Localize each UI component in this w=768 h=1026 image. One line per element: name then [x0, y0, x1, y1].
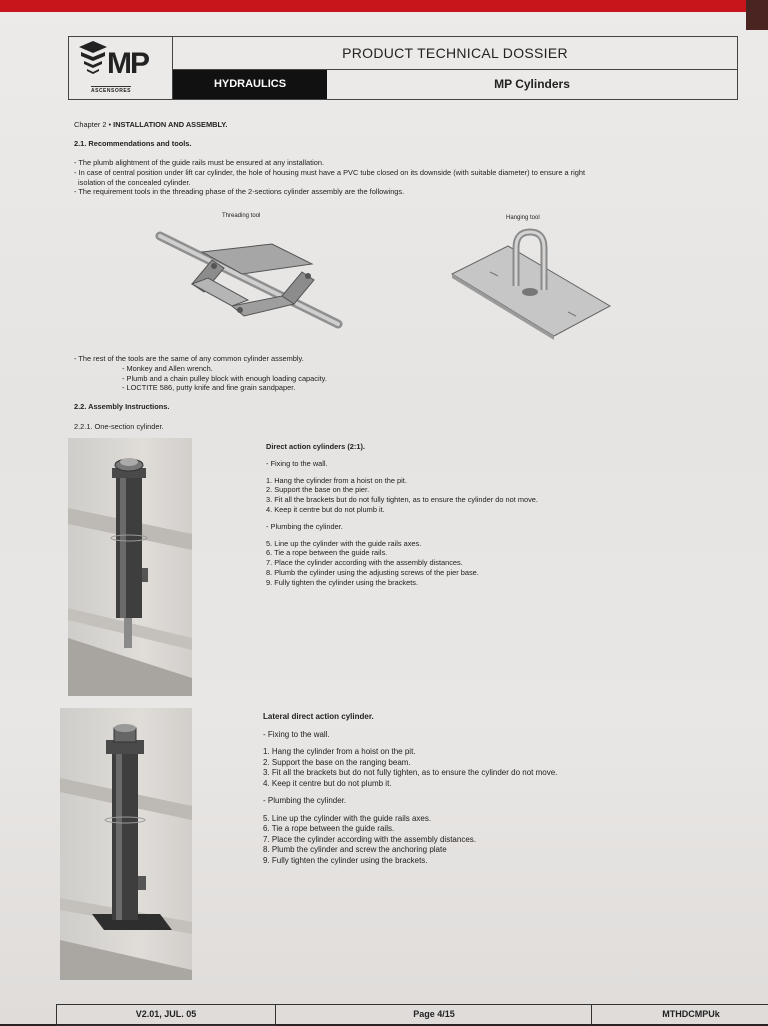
page-footer — [56, 1004, 768, 1025]
fixing-label: - Fixing to the wall. — [263, 729, 330, 739]
hanging-tool-caption: Hanging tool — [506, 215, 540, 221]
chapter-prefix: Chapter 2 • — [74, 120, 114, 129]
subsection-heading-2-2-1: 2.2.1. One-section cylinder. — [74, 422, 164, 431]
step-item: 5. Line up the cylinder with the guide rails axes. — [263, 813, 432, 823]
threading-tool-figure — [152, 224, 344, 334]
chapter-heading — [74, 120, 227, 130]
section-heading-2-2: 2.2. Assembly Instructions. — [74, 402, 170, 411]
footer-document-code: MTHDCMPUk — [662, 1009, 720, 1019]
step-item: 1. Hang the cylinder from a hoist on the pit. — [266, 475, 407, 485]
chapter-title: INSTALLATION AND ASSEMBLY. — [113, 120, 228, 129]
step-item: 2. Support the base on the pier. — [266, 485, 370, 495]
footer-divider — [591, 1005, 592, 1025]
step-item: 4. Keep it centre but do not plumb it. — [263, 778, 392, 788]
logo — [69, 37, 173, 99]
header-box — [68, 36, 738, 100]
logo-icon — [79, 41, 107, 75]
section-heading-2-1: 2.1. Recommendations and tools. — [74, 139, 192, 148]
product-label: MP Cylinders — [494, 77, 570, 91]
step-item: 8. Plumb the cylinder and screw the anchoring plate — [263, 845, 447, 854]
hanging-tool-figure — [450, 228, 614, 340]
fixing-label: - Fixing to the wall. — [266, 458, 328, 468]
background-strip — [0, 0, 768, 12]
step-item: 5. Line up the cylinder with the guide rails axes. — [266, 538, 422, 548]
step-item: 9. Fully tighten the cylinder using the brackets. — [266, 577, 418, 587]
other-tools-intro: - The rest of the tools are the same of any common cylinder assembly. — [74, 354, 304, 363]
plumbing-label: - Plumbing the cylinder. — [266, 521, 343, 531]
step-item: 9. Fully tighten the cylinder using the brackets. — [263, 855, 428, 865]
footer-page-number: Page 4/15 — [413, 1009, 455, 1019]
tool-item: - Monkey and Allen wrench. — [122, 363, 213, 373]
lateral-cylinder-image — [60, 708, 192, 980]
step-item: 3. Fit all the brackets but do not fully tighten, as to ensure the cylinder do not move. — [266, 495, 538, 505]
recommendation-line: - The requirement tools in the threading phase of the 2-sections cylinder assembly are the followings. — [74, 187, 405, 197]
tool-item: - Plumb and a chain pulley block with enough loading capacity. — [122, 373, 327, 383]
plumbing-label: - Plumbing the cylinder. — [263, 796, 347, 805]
recommendations-text — [74, 158, 585, 197]
step-item: 1. Hang the cylinder from a hoist on the pit. — [263, 747, 416, 756]
recommendation-line: isolation of the concealed cylinder. — [78, 177, 191, 187]
step-item: 6. Tie a rope between the guide rails. — [266, 548, 388, 558]
direct-action-instructions — [266, 442, 538, 588]
step-item: 8. Plumb the cylinder using the adjusting screws of the pier base. — [266, 567, 479, 577]
logo-subtitle: ASCENSORES — [91, 88, 132, 94]
threading-tool-caption: Threading tool — [222, 213, 261, 219]
step-item: 6. Tie a rope between the guide rails. — [263, 824, 395, 833]
cylinder-illustration — [60, 708, 192, 980]
direct-cylinder-image — [68, 438, 192, 696]
step-item: 7. Place the cylinder according with the assembly distances. — [266, 558, 463, 568]
lateral-action-instructions — [263, 712, 557, 866]
page-title: PRODUCT TECHNICAL DOSSIER — [173, 37, 737, 70]
step-item: 7. Place the cylinder according with the assembly distances. — [263, 834, 476, 844]
step-item: 3. Fit all the brackets but do not fully tighten, as to ensure the cylinder do not move. — [263, 768, 558, 777]
other-tools-text — [74, 354, 327, 393]
background-corner — [746, 0, 768, 30]
lateral-action-title: Lateral direct action cylinder. — [263, 712, 374, 721]
direct-action-title: Direct action cylinders (2:1). — [266, 442, 365, 451]
cylinder-illustration — [68, 438, 192, 696]
logo-text: MP — [107, 47, 148, 80]
recommendation-line: - The plumb alightment of the guide rails must be ensured at any installation. — [74, 158, 325, 167]
step-item: 4. Keep it centre but do not plumb it. — [266, 504, 385, 514]
step-item: 2. Support the base on the ranging beam. — [263, 757, 411, 767]
recommendation-line: - In case of central position under lift car cylinder, the hole of housing must have a PVC tube closed on its downside (with suitable diameter) to ensure a right — [74, 167, 586, 177]
tool-item: - LOCTITE 586, putty knife and fine grain sandpaper. — [122, 383, 296, 393]
footer-version: V2.01, JUL. 05 — [56, 1005, 276, 1026]
section-label: HYDRAULICS — [173, 70, 327, 99]
